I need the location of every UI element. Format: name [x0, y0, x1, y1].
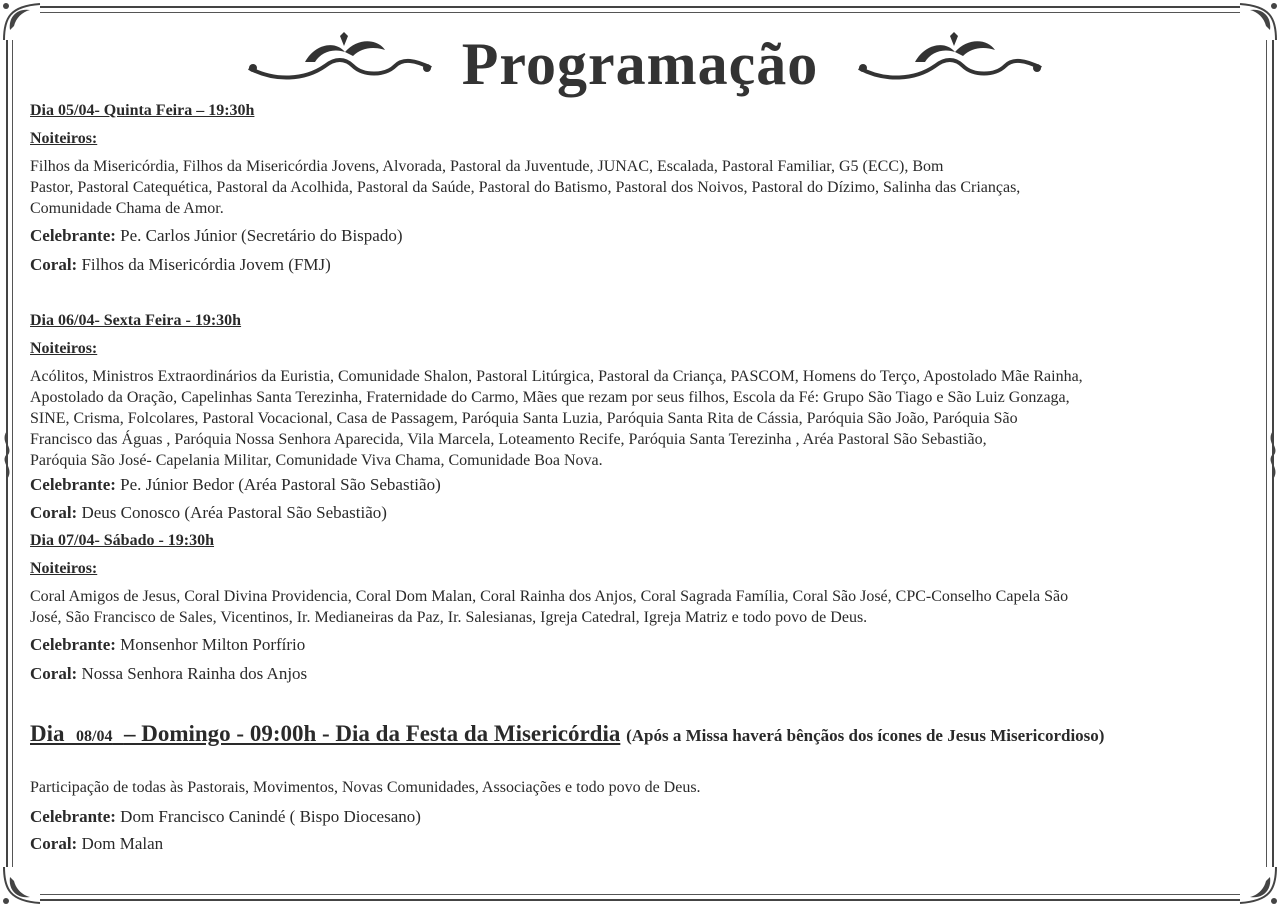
- day-heading: Dia 07/04- Sábado - 19:30h: [30, 532, 215, 549]
- noiteiros-line: Filhos da Misericórdia, Filhos da Misericórdia Jovens, Alvorada, Pastoral da Juventude, JUNAC, Escalada, Pastoral Familiar, G5 (ECC), Bom: [30, 158, 944, 175]
- title-flourish-right-icon: [855, 32, 1045, 90]
- title-block: [0, 24, 1280, 104]
- celebrante-name: Dom Francisco Canindé ( Bispo Diocesano): [120, 807, 421, 826]
- sunday-dia: Dia: [30, 721, 65, 746]
- coral-row: [30, 254, 1252, 276]
- celebrante-row: [30, 474, 1252, 496]
- noiteiros-list: [30, 156, 1252, 219]
- schedule-content: [30, 100, 1252, 855]
- frame-top-line: [40, 6, 1240, 8]
- coral-row: [30, 833, 1252, 855]
- right-edge-ornament: [1266, 430, 1280, 480]
- day-section-07-04: [30, 530, 1252, 685]
- coral-row: [30, 502, 1252, 524]
- celebrante-row: [30, 806, 1252, 828]
- sunday-heading-main: [30, 721, 620, 746]
- noiteiros-list: [30, 366, 1252, 471]
- page-title: Programação: [461, 31, 819, 97]
- coral-row: [30, 663, 1252, 685]
- sunday-rest: – Domingo - 09:00h - Dia da Festa da Misericórdia: [123, 721, 621, 746]
- frame-bottom-inner-line: [40, 894, 1240, 895]
- noiteiros-line: Apostolado da Oração, Capelinhas Santa Terezinha, Fraternidade do Carmo, Mães que rezam por seus filhos, Escola da Fé: Grupo São Tiago e São Luiz Gonzaga,: [30, 389, 1070, 406]
- participation-text: Participação de todas às Pastorais, Movimentos, Novas Comunidades, Associações e todo povo de Deus.: [30, 779, 701, 796]
- coral-label: Coral:: [30, 255, 78, 274]
- celebrante-row: [30, 225, 1252, 247]
- corner-ornament-bottom-left: [0, 863, 44, 907]
- sunday-heading: [30, 719, 1252, 752]
- corner-ornament-bottom-right: [1236, 863, 1280, 907]
- celebrante-label: Celebrante:: [30, 807, 116, 826]
- frame-top-inner-line: [40, 12, 1240, 13]
- frame-bottom-line: [40, 899, 1240, 901]
- celebrante-name: Monsenhor Milton Porfírio: [120, 635, 306, 654]
- noiteiros-label: Noiteiros:: [30, 340, 98, 357]
- coral-label: Coral:: [30, 834, 78, 853]
- noiteiros-label: Noiteiros:: [30, 130, 98, 147]
- noiteiros-line: SINE, Crisma, Folcolares, Pastoral Vocacional, Casa de Passagem, Paróquia Santa Luzia, Paróquia Santa Rita de Cássia, Paróquia São João, Paróquia São: [30, 410, 1018, 427]
- noiteiros-line: Paróquia São José- Capelania Militar, Comunidade Viva Chama, Comunidade Boa Nova.: [30, 452, 603, 469]
- noiteiros-line: José, São Francisco de Sales, Vicentinos, Ir. Medianeiras da Paz, Ir. Salesianas, Igreja Catedral, Igreja Matriz e todo povo de Deus.: [30, 609, 868, 626]
- day-section-08-04: [30, 719, 1252, 855]
- day-section-05-04: [30, 100, 1252, 276]
- celebrante-name: Pe. Júnior Bedor (Aréa Pastoral São Sebastião): [120, 475, 441, 494]
- coral-name: Nossa Senhora Rainha dos Anjos: [81, 664, 308, 683]
- celebrante-label: Celebrante:: [30, 635, 116, 654]
- noiteiros-line: Francisco das Águas , Paróquia Nossa Senhora Aparecida, Vila Marcela, Loteamento Recife, Paróquia Santa Terezinha , Aréa Pastoral São Sebastião,: [30, 431, 987, 448]
- coral-name: Dom Malan: [81, 834, 164, 853]
- coral-label: Coral:: [30, 664, 78, 683]
- coral-name: Deus Conosco (Aréa Pastoral São Sebastião): [81, 503, 387, 522]
- celebrante-name: Pe. Carlos Júnior (Secretário do Bispado): [120, 226, 403, 245]
- left-edge-ornament: [0, 430, 14, 480]
- celebrante-label: Celebrante:: [30, 226, 116, 245]
- noiteiros-line: Acólitos, Ministros Extraordinários da Euristia, Comunidade Shalon, Pastoral Litúrgica, Pastoral da Criança, PASCOM, Homens do Terço, Apostolado Mãe Rainha,: [30, 368, 1083, 385]
- noiteiros-line: Coral Amigos de Jesus, Coral Divina Providencia, Coral Dom Malan, Coral Rainha dos Anjos, Coral Sagrada Família, Coral São José, CPC-Conselho Capela São: [30, 588, 1069, 605]
- day-heading: Dia 06/04- Sexta Feira - 19:30h: [30, 312, 242, 329]
- celebrante-label: Celebrante:: [30, 475, 116, 494]
- sunday-date: 08/04: [76, 728, 113, 745]
- celebrante-row: [30, 634, 1252, 656]
- day-heading: Dia 05/04- Quinta Feira – 19:30h: [30, 102, 255, 119]
- noiteiros-list: [30, 586, 1252, 628]
- coral-name: Filhos da Misericórdia Jovem (FMJ): [81, 255, 331, 274]
- sunday-note: (Após a Missa haverá bênçãos dos ícones de Jesus Misericordioso): [626, 726, 1105, 745]
- noiteiros-line: Comunidade Chama de Amor.: [30, 200, 224, 217]
- day-section-06-04: [30, 310, 1252, 524]
- noiteiros-line: Pastor, Pastoral Catequética, Pastoral da Acolhida, Pastoral da Saúde, Pastoral do Batismo, Pastoral dos Noivos, Pastoral do Dízimo, Salinha das Crianças,: [30, 179, 1021, 196]
- coral-label: Coral:: [30, 503, 78, 522]
- noiteiros-label: Noiteiros:: [30, 560, 98, 577]
